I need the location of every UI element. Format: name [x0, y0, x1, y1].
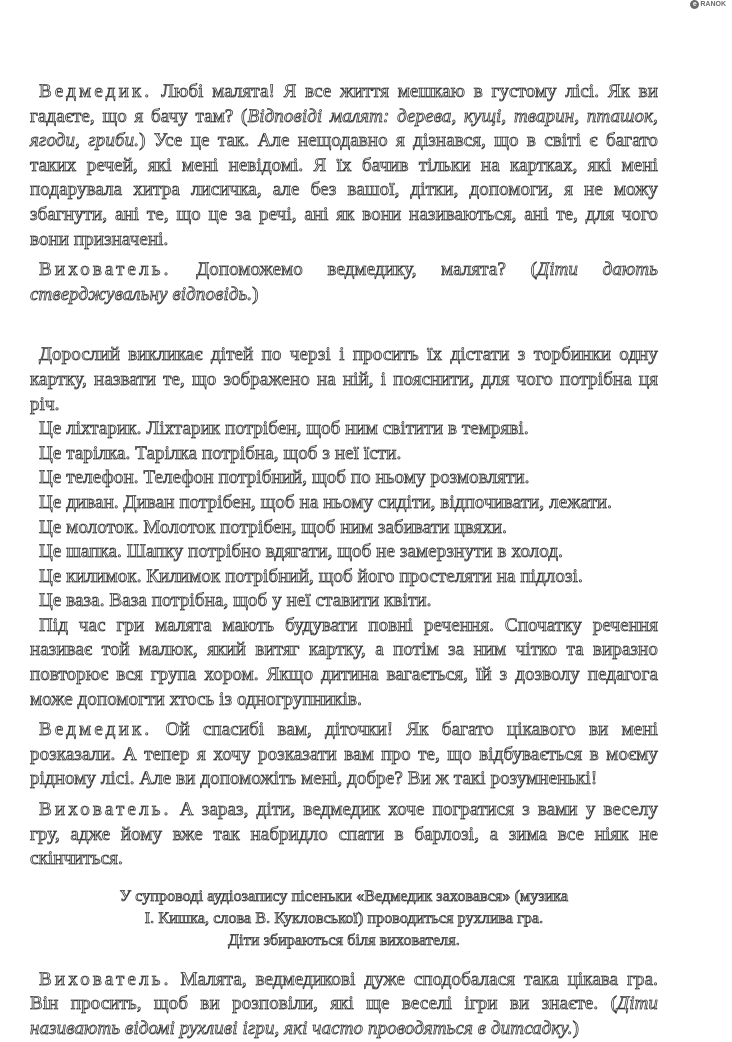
stage-direction: Діти дають стверджувальну відповідь.: [30, 259, 659, 305]
speaker-name: Вихователь.: [39, 799, 172, 821]
page-body: [30, 80, 658, 1042]
paragraph-text: Малята, ведмедикові дуже сподобалася така цікава гра. Він просить, щоб ви розповіли, які ще веселі ігри ви знаєте. (: [30, 968, 658, 1015]
paragraph-text: Допоможемо ведмедику, малята? (: [171, 259, 538, 281]
paragraph-teacher-closing: [30, 968, 658, 1042]
paragraph-text: ) Усе це так. Але нещодавно я дізнався, що в світі є багато таких речей, які мені невідомі. Я їх бачив тільки на картках, які мені подарувала хитра лисичка, але без вашої, дітки, допомоги, я не можу збагнути, ані те, що це за речі, ані як вони називаються, ані те, для чого вони призначені.: [30, 130, 658, 250]
stage-note-centered: [30, 886, 658, 952]
speaker-name: Вихователь.: [39, 968, 172, 990]
list-item: Це шапка. Шапку потрібно вдягати, щоб не замерзнути в холод.: [39, 541, 563, 563]
stage-note-line: І. Кишка, слова В. Кукловської) проводиться рухлива гра.: [144, 909, 544, 927]
paragraph-bear-thanks: [30, 718, 658, 792]
paragraph-bear-intro: [30, 80, 658, 252]
publisher-logo: [690, 0, 726, 9]
spacer: [30, 307, 658, 343]
list-item: Це ваза. Ваза потрібна, щоб у неї ставити квіти.: [39, 590, 432, 612]
paragraph-teacher-game: [30, 798, 658, 872]
speaker-name: Вихователь.: [39, 259, 172, 281]
logo-text: RANOK: [700, 1, 726, 8]
list-item: Це диван. Диван потрібен, щоб на ньому сидіти, відпочивати, лежати.: [39, 491, 613, 513]
stage-note-line: Діти збираються біля вихователя.: [228, 931, 460, 949]
paragraph-game-rules: Під час гри малята мають будувати повні речення. Спочатку речення називає той малюк, який витяг картку, а потім за ним чітко та виразно повторює вся група хором. Якщо дитина вагається, їй з дозволу педагога може допомогти хтось із одногрупників.: [30, 614, 658, 710]
paragraph-text: ): [252, 283, 259, 305]
stage-direction: Відповіді малят: дерева, кущі, тварин, пташок, ягоди, гриби.: [30, 105, 658, 152]
speaker-name: Ведмедик.: [39, 81, 153, 102]
list-item: Це тарілка. Тарілка потрібна, щоб з неї їсти.: [39, 442, 402, 464]
card-lines-list: [30, 417, 658, 614]
speaker-name: Ведмедик.: [39, 719, 153, 741]
stage-note-line: У супроводі аудіозапису пісеньки «Ведмедик заховався» (музика: [119, 887, 569, 905]
list-item: Це ліхтарик. Ліхтарик потрібен, щоб ним світити в темряві.: [39, 418, 529, 440]
paragraph-text: ): [572, 1018, 580, 1039]
stage-direction: Діти називають відомі рухливі ігри, які часто проводяться в дитсадку.: [30, 993, 658, 1039]
paragraph-teacher-question: [30, 258, 658, 307]
list-item: Це молоток. Молоток потрібен, щоб ним забивати цвяхи.: [39, 516, 508, 538]
paragraph-text: Любі малята! Я все життя мешкаю в густому лісі. Як ви гадаєте, що я бачу там? (: [30, 81, 658, 127]
list-item: Це телефон. Телефон потрібний, щоб по ньому розмовляти.: [39, 467, 530, 489]
list-item: Це килимок. Килимок потрібний, щоб його простеляти на підлозі.: [39, 565, 583, 587]
logo-mark-icon: e: [690, 0, 699, 9]
paragraph-text: А зараз, діти, ведмедик хоче погратися з вами у веселу гру, адже йому вже так набридло спати в барлозі, а зима все ніяк не скінчиться.: [30, 799, 658, 870]
paragraph-instructions: Дорослий викликає дітей по черзі і просить їх дістати з торбинки одну картку, назвати те, що зображено на ній, і пояснити, для чого потрібна ця річ.: [30, 344, 658, 415]
paragraph-text: Ой спасибі вам, діточки! Як багато цікавого ви мені розказали. А тепер я хочу розказати вам про те, що відбувається в моєму рідному лісі. Але ви допоможіть мені, добре? Ви ж такі розумненькі!: [30, 719, 658, 790]
